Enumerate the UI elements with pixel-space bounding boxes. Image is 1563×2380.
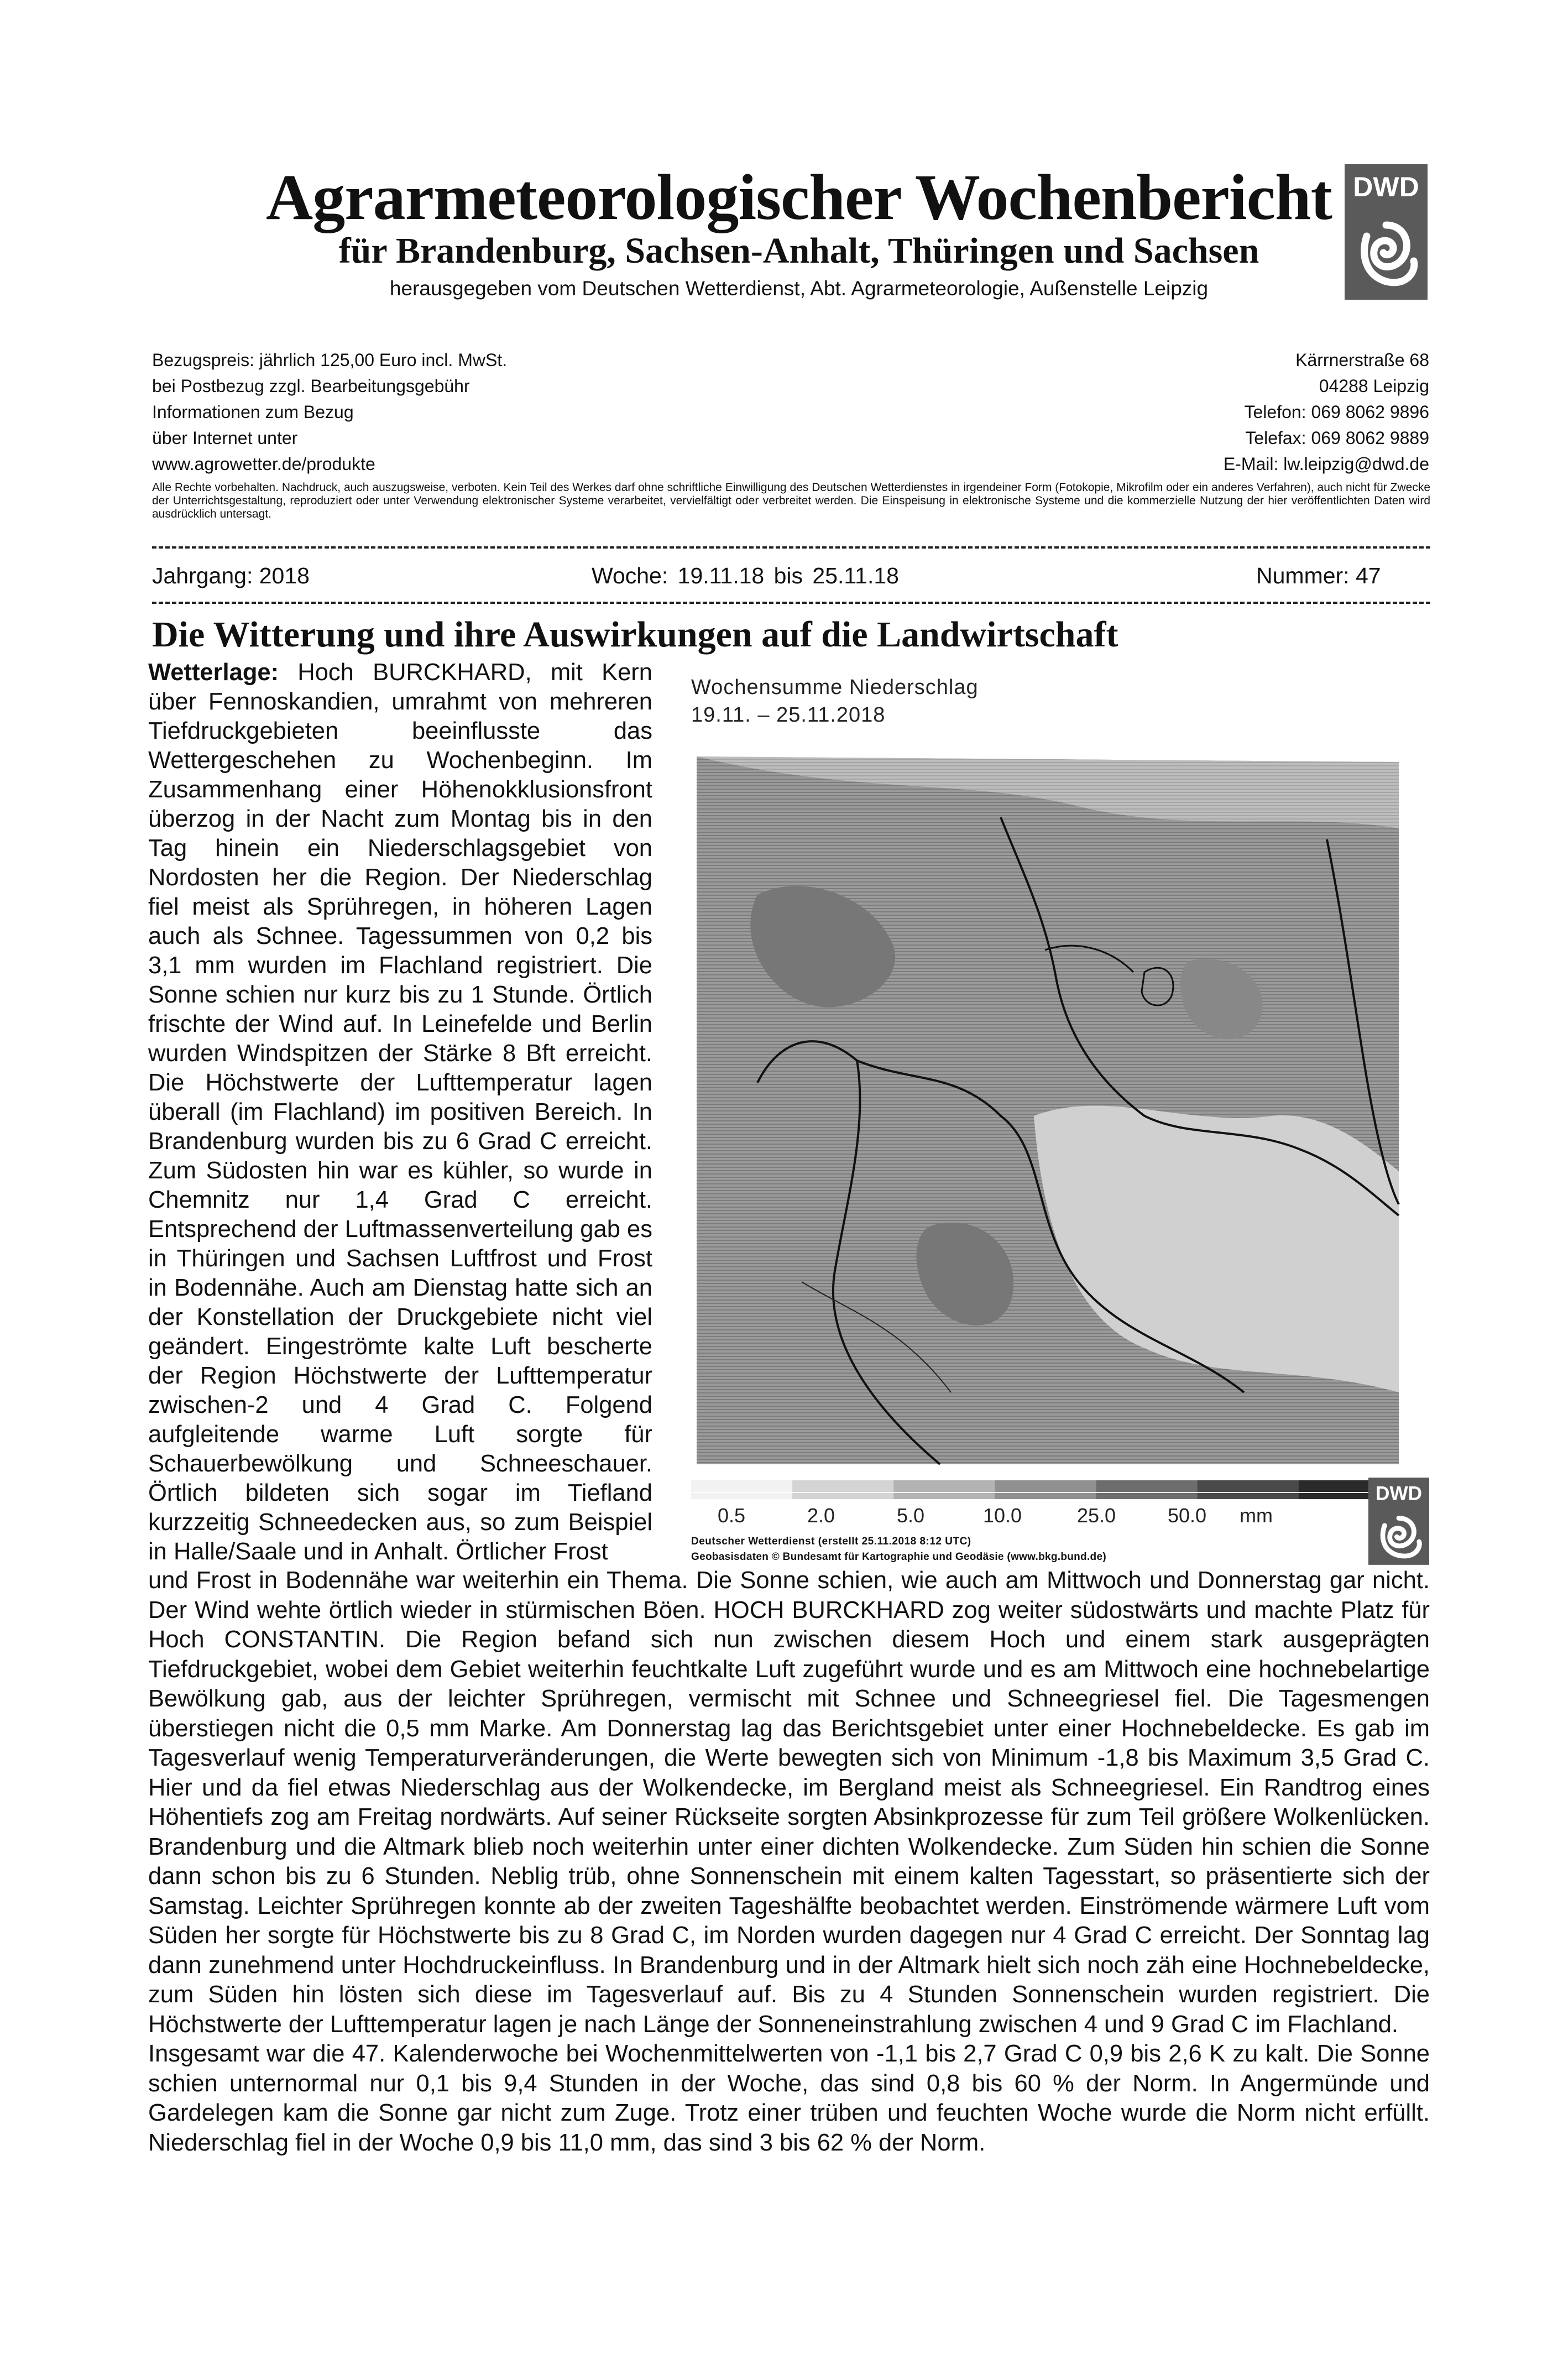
address-block (1106, 347, 1429, 477)
subscription-line: über Internet unter (152, 428, 298, 448)
map-title: Wochensumme Niederschlag (691, 676, 979, 699)
map-geodata-credit: Geobasisdaten © Bundesamt für Kartographie und Geodäsie (www.bkg.bund.de) (691, 1551, 1106, 1563)
dwd-logo (1345, 164, 1428, 300)
issue-number: Nummer: 47 (1256, 563, 1381, 588)
weather-label: Wetterlage: (148, 659, 279, 686)
precipitation-map (691, 729, 1404, 1470)
report-title: Agrarmeteorologischer Wochenbericht (266, 161, 1332, 233)
legend-swatch (893, 1480, 995, 1499)
map-period: 19.11. – 25.11.2018 (691, 703, 886, 727)
weather-paragraph-left (148, 658, 652, 1567)
address-fax: Telefax: 069 8062 9889 (1245, 428, 1429, 448)
address-email[interactable]: E-Mail: lw.leipzig@dwd.de (1223, 454, 1429, 474)
address-city: 04288 Leipzig (1319, 376, 1429, 396)
subscription-info (152, 347, 507, 477)
address-street: Kärrnerstraße 68 (1295, 350, 1429, 370)
issue-week: Woche: 19.11.18 bis 25.11.18 (592, 563, 899, 588)
subscription-line: bei Postbezug zzgl. Bearbeitungsgebühr (152, 376, 470, 396)
subscription-line: Bezugspreis: jährlich 125,00 Euro incl. MwSt. (152, 350, 508, 370)
subscription-line: Informationen zum Bezug (152, 402, 354, 422)
dwd-logo-text: DWD (1353, 171, 1419, 202)
legend-unit: mm (1240, 1504, 1273, 1527)
legend-swatch (691, 1480, 793, 1499)
section-heading: Die Witterung und ihre Auswirkungen auf die Landwirtschaft (152, 614, 1118, 655)
legend-swatch (995, 1480, 1096, 1499)
legend-value: 0.5 (718, 1504, 746, 1527)
legend-swatch (1096, 1480, 1198, 1499)
weather-text-full: und Frost in Bodennähe war weiterhin ein Thema. Die Sonne schien, wie auch am Mittwoch und Donnerstag gar nicht. Der Wind wehte örtlich wieder in stürmischen Böen. HOCH BURCKHARD zog weiter südostwärts und machte Platz für Hoch CONSTANTIN. Die Region befand sich nun zwischen diesem Hoch und einem stark ausgeprägten Tiefdruckgebiet, wobei dem Gebiet weiterhin feuchtkalte Luft zugeführt wurde und es am Mittwoch eine hochnebelartige Bewölkung gab, aus der leichter Sprühregen, vermischt mit Schnee und Schneegriesel fiel. Die Tagesmengen überstiegen nicht die 0,5 mm Marke. Am Donnerstag lag das Berichtsgebiet unter einer Hochnebeldecke. Es gab im Tagesverlauf wenig Temperaturveränderungen, die Werte bewegten sich von Minimum -1,8 bis Maximum 3,5 Grad C. Hier und da fiel etwas Niederschlag aus der Wolkendecke, im Bergland meist als Schneegriesel. Ein Randtrog eines Höhentiefs zog am Freitag nordwärts. Auf seiner Rückseite sorgten Absinkprozesse für zum Teil größere Wolkenlücken. Brandenburg und die Altmark blieb noch weiterhin unter einer dichten Wolkendecke. Zum Süden hin schien die Sonne dann schon bis zu 6 Stunden. Neblig trüb, ohne Sonnenschein mit einem kalten Tagesstart, so präsentierte sich der Samstag. Leichter Sprühregen konnte ab der zweiten Tageshälfte beobachtet werden. Einströmende wärmere Luft vom Süden her sorgte für Höchstwerte bis zu 8 Grad C, im Norden wurden dagegen nur 4 Grad C erreicht. Der Sonntag lag dann zunehmend unter Hochdruckeinfluss. In Brandenburg und in der Altmark hielt sich noch zäh eine Hochnebeldecke, zum Süden hin lösten sich diese im Tagesverlauf auf. Bis zu 4 Stunden Sonnenschein wurden registriert. Die Höchstwerte der Lufttemperatur lagen je nach Länge der Sonneneinstrahlung zwischen 4 und 9 Grad C im Flachland. (148, 1567, 1430, 2038)
issue-year: Jahrgang: 2018 (152, 563, 310, 588)
publisher-line: herausgegeben vom Deutschen Wetterdienst, Abt. Agrarmeteorologie, Außenstelle Leipzig (389, 277, 1209, 300)
weather-text-left: Hoch BURCKHARD, mit Kern über Fennoskandien, umrahmt von mehreren Tiefdruckgebieten beeinflusste das Wettergeschehen zu Wochenbeginn. Im Zusammenhang einer Höhenokklusionsfront überzog in der Nacht zum Montag bis in den Tag hinein ein Niederschlagsgebiet von Nordosten her die Region. Der Niederschlag fiel meist als Sprühregen, in höheren Lagen auch als Schnee. Tagessummen von 0,2 bis 3,1 mm wurden im Flachland registriert. Die Sonne schien nur kurz bis zu 1 Stunde. Örtlich frischte der Wind auf. In Leinefelde und Berlin wurden Windspitzen der Stärke 8 Bft erreicht. Die Höchstwerte der Lufttemperatur lagen überall (im Flachland) im positiven Bereich. In Brandenburg wurden bis zu 6 Grad C erreicht. Zum Südosten hin war es kühler, so wurde in Chemnitz nur 1,4 Grad C erreicht. Entsprechend der Luftmassenverteilung gab es in Thüringen und Sachsen Luftfrost und Frost in Bodennähe. Auch am Dienstag hatte sich an der Konstellation der Druckgebiete nicht viel geändert. Eingeströmte kalte Luft bescherte der Region Höchstwerte der Lufttemperatur zwischen-2 und 4 Grad C. Folgend aufgleitende warme Luft sorgte für Schauerbewölkung und Schneeschauer. Örtlich bildeten sich sogar im Tiefland kurzzeitig Schneedecken aus, so zum Beispiel in Halle/Saale und in Anhalt. Örtlicher Frost (148, 659, 652, 1565)
weather-paragraph-full (148, 1566, 1430, 2158)
dwd-logo-small-text: DWD (1375, 1483, 1423, 1505)
legend-value: 50.0 (1168, 1504, 1207, 1527)
legal-notice: Alle Rechte vorbehalten. Nachdruck, auch auszugsweise, verboten. Kein Teil des Werkes darf ohne schriftliche Einwilligung des Deutschen Wetterdienstes in irgendeiner Form (Fotokopie, Mikrofilm oder ein anderes Verfahren), auch nicht für Zwecke der Unterrichtsgestaltung, reproduziert oder unter Verwendung elektronischer Systeme verarbeitet, vervielfältigt oder verbreitet werden. Die Einspeisung in elektronische Systeme und die kommerzielle Nutzung der hier veröffentlichten Daten wird ausdrücklich untersagt. (152, 481, 1430, 520)
weather-summary: Insgesamt war die 47. Kalenderwoche bei Wochenmittelwerten von -1,1 bis 2,7 Grad C 0,9 bis 2,6 K zu kalt. Die Sonne schien unternormal nur 0,1 bis 9,4 Stunden in der Woche, das sind 0,8 bis 60 % der Norm. In Angermünde und Gardelegen kam die Sonne gar nicht zum Zuge. Trotz einer trüben und feuchten Woche wurde die Norm nicht erfüllt. Niederschlag fiel in der Woche 0,9 bis 11,0 mm, das sind 3 bis 62 % der Norm. (148, 2040, 1430, 2156)
legend-value: 25.0 (1077, 1504, 1116, 1527)
legend-swatch (792, 1480, 894, 1499)
map-credit: Deutscher Wetterdienst (erstellt 25.11.2018 8:12 UTC) (691, 1536, 971, 1547)
subscription-link[interactable]: www.agrowetter.de/produkte (152, 454, 375, 474)
address-phone: Telefon: 069 8062 9896 (1244, 402, 1429, 422)
map-legend (691, 1480, 1400, 1511)
report-subtitle: für Brandenburg, Sachsen-Anhalt, Thüringen und Sachsen (338, 231, 1259, 271)
dwd-logo-small (1368, 1478, 1429, 1565)
legend-value: 2.0 (807, 1504, 835, 1527)
legend-value: 10.0 (983, 1504, 1022, 1527)
divider-bottom (152, 602, 1430, 604)
legend-value: 5.0 (897, 1504, 925, 1527)
divider-top (152, 546, 1430, 549)
legend-swatch (1198, 1480, 1299, 1499)
